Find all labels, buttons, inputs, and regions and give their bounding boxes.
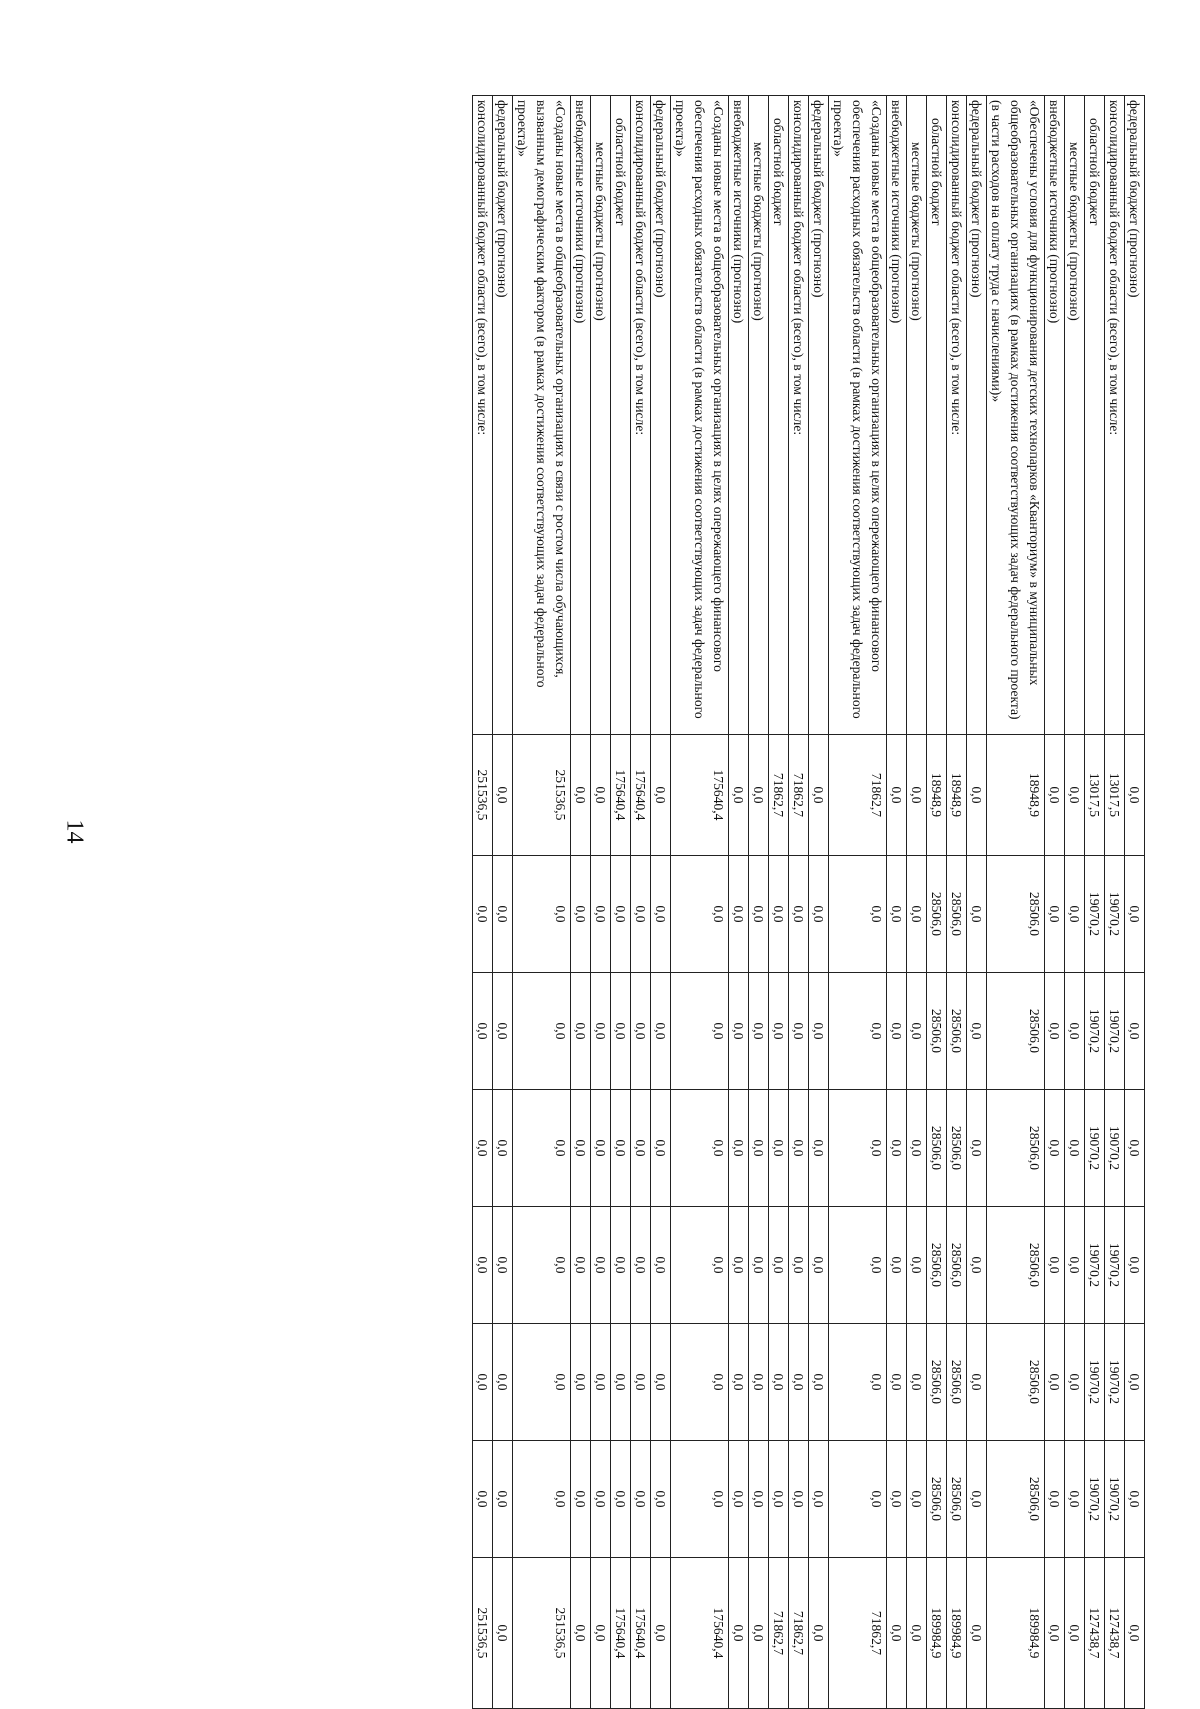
row-value-cell: 0,0 [829,856,887,973]
table-row [671,96,729,1709]
row-value-cell: 0,0 [1045,1441,1065,1558]
row-value-cell: 28506,0 [927,856,947,973]
row-value-cell: 19070,2 [1105,1207,1125,1324]
row-total-cell: 71862,7 [829,1558,887,1709]
row-value-cell: 0,0 [1125,1207,1145,1324]
row-value-cell: 0,0 [651,973,671,1090]
row-value-cell: 0,0 [513,1441,571,1558]
row-value-cell: 0,0 [1125,1441,1145,1558]
row-value-cell: 0,0 [967,1324,987,1441]
row-value-cell: 0,0 [907,856,927,973]
row-value-cell: 28506,0 [947,1090,967,1207]
row-value-cell: 0,0 [967,856,987,973]
row-value-cell: 0,0 [769,1441,789,1558]
row-value-cell: 0,0 [1045,1324,1065,1441]
row-value-cell: 19070,2 [1105,973,1125,1090]
row-total-cell: 251536,5 [473,1558,493,1709]
row-value-cell: 0,0 [729,1090,749,1207]
row-label: местные бюджеты (прогнозно) [591,96,611,735]
row-value-cell: 28506,0 [927,973,947,1090]
row-total-cell: 0,0 [907,1558,927,1709]
row-value-cell: 19070,2 [1105,1324,1125,1441]
row-total-cell: 189984,9 [947,1558,967,1709]
row-value-cell: 0,0 [729,1207,749,1324]
row-label: областной бюджет [769,96,789,735]
row-label: внебюджетные источники (прогнозно) [571,96,591,735]
row-value-cell: 28506,0 [927,1207,947,1324]
row-value-cell: 251536,5 [513,735,571,856]
row-value-cell: 0,0 [493,1441,513,1558]
row-total-cell: 0,0 [887,1558,907,1709]
row-value-cell: 19070,2 [1105,1441,1125,1558]
row-value-cell: 251536,5 [473,735,493,856]
row-label: федеральный бюджет (прогнозно) [1125,96,1145,735]
row-value-cell: 0,0 [887,1090,907,1207]
row-value-cell: 0,0 [967,1090,987,1207]
row-value-cell: 19070,2 [1085,856,1105,973]
row-value-cell: 0,0 [651,856,671,973]
row-value-cell: 0,0 [631,1207,651,1324]
row-value-cell: 0,0 [809,735,829,856]
row-value-cell: 0,0 [769,1324,789,1441]
row-total-cell: 0,0 [967,1558,987,1709]
row-total-cell: 0,0 [1065,1558,1085,1709]
row-value-cell: 0,0 [829,1441,887,1558]
table-row [947,96,967,1709]
row-label: федеральный бюджет (прогнозно) [967,96,987,735]
row-value-cell: 19070,2 [1085,1207,1105,1324]
row-value-cell: 28506,0 [987,1207,1045,1324]
row-value-cell: 0,0 [769,1207,789,1324]
row-label: областной бюджет [1085,96,1105,735]
row-value-cell: 0,0 [1065,1090,1085,1207]
row-value-cell: 0,0 [809,1090,829,1207]
row-value-cell: 0,0 [513,1324,571,1441]
row-value-cell: 28506,0 [947,973,967,1090]
row-value-cell: 0,0 [651,1090,671,1207]
budget-table-body [473,96,1145,1709]
row-value-cell: 19070,2 [1085,1324,1105,1441]
row-value-cell: 0,0 [829,973,887,1090]
row-value-cell: 0,0 [591,1207,611,1324]
row-value-cell: 0,0 [749,735,769,856]
row-value-cell: 0,0 [887,735,907,856]
row-label: федеральный бюджет (прогнозно) [651,96,671,735]
row-value-cell: 0,0 [611,1324,631,1441]
row-value-cell: 0,0 [611,1207,631,1324]
row-value-cell: 0,0 [671,1207,729,1324]
row-value-cell: 0,0 [671,1090,729,1207]
row-label: областной бюджет [611,96,631,735]
table-row [769,96,789,1709]
row-value-cell: 175640,4 [631,735,651,856]
row-value-cell: 0,0 [473,856,493,973]
row-value-cell: 28506,0 [987,1090,1045,1207]
row-value-cell: 0,0 [513,856,571,973]
row-value-cell: 0,0 [611,1090,631,1207]
row-value-cell: 0,0 [749,856,769,973]
row-value-cell: 0,0 [907,1090,927,1207]
row-total-cell: 127438,7 [1085,1558,1105,1709]
row-value-cell: 0,0 [809,1324,829,1441]
row-value-cell: 0,0 [1125,856,1145,973]
row-total-cell: 0,0 [571,1558,591,1709]
row-value-cell: 28506,0 [987,856,1045,973]
row-value-cell: 19070,2 [1085,973,1105,1090]
row-value-cell: 0,0 [907,1441,927,1558]
page-number: 14 [61,819,88,844]
row-value-cell: 0,0 [571,1090,591,1207]
table-row [1105,96,1125,1709]
row-label: консолидированный бюджет области (всего), в том числе: [1105,96,1125,735]
row-value-cell: 28506,0 [987,973,1045,1090]
row-value-cell: 0,0 [769,856,789,973]
row-value-cell: 0,0 [1065,1207,1085,1324]
row-value-cell: 0,0 [493,1207,513,1324]
row-value-cell: 71862,7 [789,735,809,856]
row-value-cell: 0,0 [967,973,987,1090]
table-row [887,96,907,1709]
row-value-cell: 0,0 [571,1207,591,1324]
table-row [907,96,927,1709]
row-total-cell: 0,0 [1045,1558,1065,1709]
row-value-cell: 0,0 [591,1441,611,1558]
row-label: местные бюджеты (прогнозно) [1065,96,1085,735]
row-value-cell: 0,0 [967,1441,987,1558]
row-value-cell: 0,0 [513,1090,571,1207]
row-value-cell: 28506,0 [947,1324,967,1441]
table-row [1065,96,1085,1709]
row-value-cell: 0,0 [1065,1441,1085,1558]
row-value-cell: 0,0 [591,973,611,1090]
row-value-cell: 0,0 [967,735,987,856]
row-label: внебюджетные источники (прогнозно) [887,96,907,735]
row-value-cell: 0,0 [591,735,611,856]
row-value-cell: 0,0 [789,1207,809,1324]
row-total-cell: 0,0 [651,1558,671,1709]
row-value-cell: 0,0 [809,1441,829,1558]
row-value-cell: 13017,5 [1085,735,1105,856]
row-value-cell: 0,0 [829,1090,887,1207]
row-total-cell: 189984,9 [927,1558,947,1709]
row-value-cell: 18948,9 [947,735,967,856]
row-value-cell: 28506,0 [927,1324,947,1441]
row-value-cell: 0,0 [967,1207,987,1324]
row-value-cell: 0,0 [671,1441,729,1558]
row-value-cell: 0,0 [887,1324,907,1441]
row-label: консолидированный бюджет области (всего), в том числе: [631,96,651,735]
row-value-cell: 0,0 [631,973,651,1090]
table-row [1045,96,1065,1709]
row-value-cell: 19070,2 [1085,1441,1105,1558]
row-value-cell: 0,0 [1125,973,1145,1090]
row-total-cell: 0,0 [729,1558,749,1709]
row-value-cell: 0,0 [887,856,907,973]
row-value-cell: 0,0 [571,973,591,1090]
row-value-cell: 18948,9 [927,735,947,856]
table-row [1125,96,1145,1709]
row-value-cell: 0,0 [789,856,809,973]
row-value-cell: 0,0 [513,1207,571,1324]
row-total-cell: 175640,4 [631,1558,651,1709]
table-row [631,96,651,1709]
row-value-cell: 0,0 [571,1441,591,1558]
row-total-cell: 71862,7 [769,1558,789,1709]
row-value-cell: 0,0 [1125,1090,1145,1207]
row-value-cell: 28506,0 [947,1441,967,1558]
row-value-cell: 28506,0 [947,856,967,973]
row-value-cell: 0,0 [631,1324,651,1441]
row-value-cell: 0,0 [571,1324,591,1441]
rotated-page-area [165,95,1145,1659]
row-value-cell: 0,0 [651,1324,671,1441]
row-value-cell: 0,0 [729,856,749,973]
table-row [591,96,611,1709]
row-label: «Созданы новые места в общеобразовательных организациях в связи с ростом числа обучающихся, вызванным демографическим фактором (в рамках достижения соответствующих задач федерального проекта)» [513,96,571,735]
row-value-cell: 0,0 [887,1207,907,1324]
table-row [987,96,1045,1709]
row-value-cell: 0,0 [473,1324,493,1441]
row-value-cell: 0,0 [493,1090,513,1207]
row-value-cell: 0,0 [749,1090,769,1207]
table-row [967,96,987,1709]
row-value-cell: 175640,4 [611,735,631,856]
row-value-cell: 0,0 [571,735,591,856]
row-value-cell: 0,0 [907,973,927,1090]
row-total-cell: 71862,7 [789,1558,809,1709]
row-value-cell: 0,0 [473,1441,493,1558]
row-value-cell: 0,0 [1065,1324,1085,1441]
row-value-cell: 28506,0 [987,1441,1045,1558]
row-value-cell: 0,0 [809,1207,829,1324]
row-value-cell: 0,0 [591,1324,611,1441]
row-total-cell: 0,0 [809,1558,829,1709]
row-total-cell: 0,0 [749,1558,769,1709]
row-value-cell: 0,0 [1065,735,1085,856]
row-value-cell: 0,0 [887,1441,907,1558]
row-value-cell: 0,0 [493,735,513,856]
row-value-cell: 0,0 [671,856,729,973]
table-row [789,96,809,1709]
row-value-cell: 19070,2 [1105,856,1125,973]
row-value-cell: 0,0 [749,1324,769,1441]
table-row [611,96,631,1709]
row-value-cell: 0,0 [513,973,571,1090]
table-row [729,96,749,1709]
row-value-cell: 0,0 [493,973,513,1090]
row-value-cell: 0,0 [1045,973,1065,1090]
row-value-cell: 0,0 [729,973,749,1090]
row-value-cell: 19070,2 [1105,1090,1125,1207]
row-value-cell: 0,0 [749,1207,769,1324]
row-value-cell: 0,0 [1045,1090,1065,1207]
budget-table [472,95,1145,1709]
row-value-cell: 0,0 [591,1090,611,1207]
row-value-cell: 0,0 [651,1207,671,1324]
row-value-cell: 0,0 [907,735,927,856]
row-value-cell: 0,0 [473,1090,493,1207]
row-total-cell: 175640,4 [611,1558,631,1709]
row-value-cell: 0,0 [473,1207,493,1324]
row-value-cell: 0,0 [769,973,789,1090]
row-value-cell: 0,0 [789,1324,809,1441]
table-row [809,96,829,1709]
row-value-cell: 0,0 [611,1441,631,1558]
row-total-cell: 0,0 [591,1558,611,1709]
row-value-cell: 0,0 [493,1324,513,1441]
row-total-cell: 175640,4 [671,1558,729,1709]
row-value-cell: 0,0 [473,973,493,1090]
row-value-cell: 71862,7 [829,735,887,856]
row-value-cell: 0,0 [789,1090,809,1207]
row-value-cell: 0,0 [591,856,611,973]
row-value-cell: 28506,0 [927,1090,947,1207]
row-value-cell: 0,0 [729,735,749,856]
row-value-cell: 175640,4 [671,735,729,856]
rotated-table-container [165,95,1145,1659]
row-label: областной бюджет [927,96,947,735]
row-value-cell: 0,0 [1045,1207,1065,1324]
row-value-cell: 0,0 [651,735,671,856]
row-value-cell: 0,0 [829,1324,887,1441]
row-value-cell: 0,0 [493,856,513,973]
row-value-cell: 0,0 [729,1324,749,1441]
row-value-cell: 0,0 [631,856,651,973]
row-value-cell: 0,0 [907,1324,927,1441]
row-value-cell: 28506,0 [947,1207,967,1324]
table-row [513,96,571,1709]
row-value-cell: 0,0 [769,1090,789,1207]
row-label: «Созданы новые места в общеобразовательных организациях в целях опережающего финансового обеспечения расходных обязательств области (в рамках достижения соответствующих задач федерального проекта)» [829,96,887,735]
row-value-cell: 18948,9 [987,735,1045,856]
row-label: местные бюджеты (прогнозно) [907,96,927,735]
row-label: консолидированный бюджет области (всего), в том числе: [789,96,809,735]
row-label: внебюджетные источники (прогнозно) [729,96,749,735]
row-value-cell: 0,0 [1065,856,1085,973]
row-total-cell: 127438,7 [1105,1558,1125,1709]
row-value-cell: 0,0 [1065,973,1085,1090]
row-value-cell: 0,0 [1045,856,1065,973]
row-label: местные бюджеты (прогнозно) [749,96,769,735]
row-label: консолидированный бюджет области (всего), в том числе: [947,96,967,735]
table-row [1085,96,1105,1709]
table-row [571,96,591,1709]
row-value-cell: 71862,7 [769,735,789,856]
row-label: «Созданы новые места в общеобразовательных организациях в целях опережающего финансового обеспечения расходных обязательств области (в рамках достижения соответствующих задач федерального проекта)» [671,96,729,735]
table-row [749,96,769,1709]
row-value-cell: 28506,0 [987,1324,1045,1441]
row-value-cell: 0,0 [671,973,729,1090]
row-label: федеральный бюджет (прогнозно) [493,96,513,735]
table-row [651,96,671,1709]
table-row [927,96,947,1709]
row-value-cell: 0,0 [1125,735,1145,856]
row-value-cell: 0,0 [749,973,769,1090]
row-value-cell: 0,0 [749,1441,769,1558]
row-value-cell: 0,0 [829,1207,887,1324]
table-row [493,96,513,1709]
row-total-cell: 251536,5 [513,1558,571,1709]
row-value-cell: 28506,0 [927,1441,947,1558]
row-value-cell: 19070,2 [1085,1090,1105,1207]
row-label: консолидированный бюджет области (всего), в том числе: [473,96,493,735]
row-value-cell: 0,0 [887,973,907,1090]
row-label: внебюджетные источники (прогнозно) [1045,96,1065,735]
row-value-cell: 0,0 [611,973,631,1090]
row-value-cell: 0,0 [809,973,829,1090]
row-total-cell: 189984,9 [987,1558,1045,1709]
table-row [829,96,887,1709]
row-total-cell: 0,0 [493,1558,513,1709]
row-total-cell: 0,0 [1125,1558,1145,1709]
row-label: «Обеспечены условия для функционирования детских технопарков «Кванториум» в муниципальных общеобразовательных организациях (в рамках достижения соответствующих задач федерального проекта) (в части расходов на оплату труда с начислениями)» [987,96,1045,735]
row-value-cell: 0,0 [631,1441,651,1558]
row-value-cell: 0,0 [789,973,809,1090]
row-label: федеральный бюджет (прогнозно) [809,96,829,735]
row-value-cell: 0,0 [611,856,631,973]
row-value-cell: 0,0 [729,1441,749,1558]
row-value-cell: 0,0 [671,1324,729,1441]
row-value-cell: 13017,5 [1105,735,1125,856]
row-value-cell: 0,0 [631,1090,651,1207]
row-value-cell: 0,0 [809,856,829,973]
row-value-cell: 0,0 [571,856,591,973]
row-value-cell: 0,0 [1045,735,1065,856]
row-value-cell: 0,0 [907,1207,927,1324]
row-value-cell: 0,0 [789,1441,809,1558]
table-row [473,96,493,1709]
row-value-cell: 0,0 [651,1441,671,1558]
row-value-cell: 0,0 [1125,1324,1145,1441]
